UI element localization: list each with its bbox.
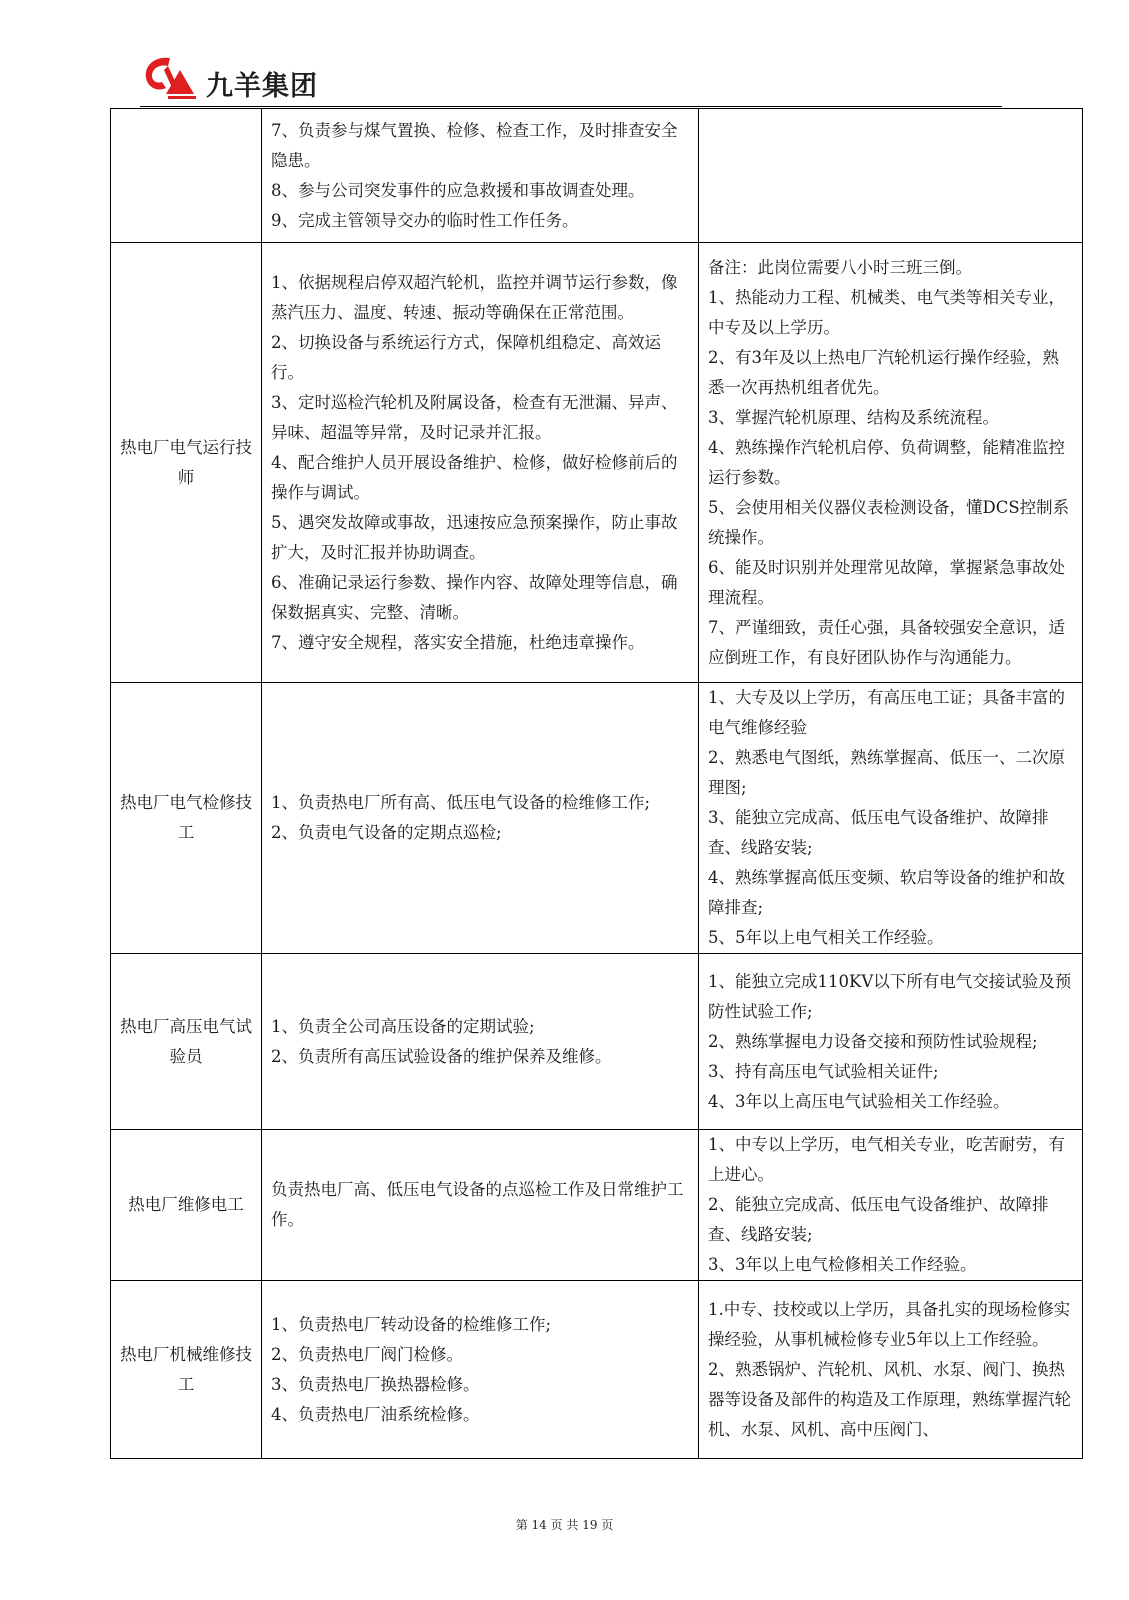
requirements-cell xyxy=(699,109,1083,243)
duty-item: 1、依据规程启停双超汽轮机，监控并调节运行参数，像蒸汽压力、温度、转速、振动等确保在正常范围。 xyxy=(271,272,678,322)
table-row xyxy=(111,683,1083,954)
requirement-item: 2、熟悉电气图纸，熟练掌握高、低压一、二次原理图; xyxy=(708,748,1065,797)
duty-item: 负责热电厂高、低压电气设备的点巡检工作及日常维护工作。 xyxy=(271,1180,684,1229)
duty-item: 2、负责所有高压试验设备的维护保养及维修。 xyxy=(271,1046,612,1066)
requirement-item: 1.中专、技校或以上学历，具备扎实的现场检修实操经验，从事机械检修专业5年以上工作经验。 xyxy=(708,1299,1071,1349)
requirement-item: 4、3年以上高压电气试验相关工作经验。 xyxy=(708,1091,1010,1111)
requirement-item: 备注：此岗位需要八小时三班三倒。 xyxy=(708,257,972,277)
position-cell: 热电厂高压电气试验员 xyxy=(111,954,262,1130)
requirement-item: 2、熟练掌握电力设备交接和预防性试验规程; xyxy=(708,1031,1038,1051)
job-table xyxy=(110,108,1083,1459)
header-divider xyxy=(140,106,1002,107)
duty-item: 2、切换设备与系统运行方式，保障机组稳定、高效运行。 xyxy=(271,332,661,382)
position-cell: 热电厂电气运行技师 xyxy=(111,243,262,683)
duties-cell xyxy=(262,954,699,1130)
requirement-item: 2、熟悉锅炉、汽轮机、风机、水泵、阀门、换热器等设备及部件的构造及工作原理，熟练掌握汽轮机、水泵、风机、高中压阀门、 xyxy=(708,1359,1071,1439)
requirement-item: 3、能独立完成高、低压电气设备维护、故障排查、线路安装; xyxy=(708,808,1049,857)
table-row xyxy=(111,243,1083,683)
company-name: 九羊集团 xyxy=(206,71,318,102)
requirement-item: 4、熟练操作汽轮机启停、负荷调整，能精准监控运行参数。 xyxy=(708,437,1065,487)
duty-item: 2、负责热电厂阀门检修。 xyxy=(271,1344,463,1364)
requirement-item: 5、5年以上电气相关工作经验。 xyxy=(708,928,944,947)
duties-cell xyxy=(262,243,699,683)
table-row xyxy=(111,1281,1083,1459)
duty-item: 9、完成主管领导交办的临时性工作任务。 xyxy=(271,210,579,230)
table-row xyxy=(111,109,1083,243)
duty-item: 6、准确记录运行参数、操作内容、故障处理等信息，确保数据真实、完整、清晰。 xyxy=(271,572,678,622)
duty-item: 8、参与公司突发事件的应急救援和事故调查处理。 xyxy=(271,180,645,200)
position-cell: 热电厂电气检修技工 xyxy=(111,683,262,954)
jiuyang-logo-icon xyxy=(140,52,202,102)
duties-cell xyxy=(262,109,699,243)
requirement-item: 3、持有高压电气试验相关证件; xyxy=(708,1061,939,1081)
duty-item: 4、负责热电厂油系统检修。 xyxy=(271,1404,480,1424)
requirement-item: 6、能及时识别并处理常见故障，掌握紧急事故处理流程。 xyxy=(708,557,1065,607)
requirement-item: 1、热能动力工程、机械类、电气类等相关专业，中专及以上学历。 xyxy=(708,287,1065,337)
requirements-cell xyxy=(699,1130,1083,1281)
requirement-item: 2、能独立完成高、低压电气设备维护、故障排查、线路安装; xyxy=(708,1195,1049,1244)
duty-item: 7、负责参与煤气置换、检修、检查工作，及时排查安全隐患。 xyxy=(271,120,678,170)
duty-item: 5、遇突发故障或事故，迅速按应急预案操作，防止事故扩大，及时汇报并协助调查。 xyxy=(271,512,678,562)
duty-item: 4、配合维护人员开展设备维护、检修，做好检修前后的操作与调试。 xyxy=(271,452,678,502)
duty-item: 3、负责热电厂换热器检修。 xyxy=(271,1374,480,1394)
requirement-item: 1、能独立完成110KV以下所有电气交接试验及预防性试验工作; xyxy=(708,971,1072,1021)
requirement-item: 2、有3年及以上热电厂汽轮机运行操作经验，熟悉一次再热机组者优先。 xyxy=(708,347,1059,397)
requirement-item: 5、会使用相关仪器仪表检测设备，懂DCS控制系统操作。 xyxy=(708,497,1070,547)
duty-item: 1、负责全公司高压设备的定期试验; xyxy=(271,1016,535,1036)
requirement-item: 4、熟练掌握高低压变频、软启等设备的维护和故障排查; xyxy=(708,868,1065,917)
position-cell: 热电厂维修电工 xyxy=(111,1130,262,1281)
duty-item: 1、负责热电厂所有高、低压电气设备的检维修工作; xyxy=(271,793,651,812)
requirement-item: 7、严谨细致，责任心强，具备较强安全意识，适应倒班工作，有良好团队协作与沟通能力。 xyxy=(708,617,1065,667)
requirements-cell xyxy=(699,954,1083,1130)
position-cell: 热电厂机械维修技工 xyxy=(111,1281,262,1459)
page-number: 第 14 页 共 19 页 xyxy=(515,1518,614,1532)
table-row xyxy=(111,1130,1083,1281)
requirements-cell xyxy=(699,683,1083,954)
requirement-item: 3、3年以上电气检修相关工作经验。 xyxy=(708,1255,977,1274)
requirement-item: 1、大专及以上学历，有高压电工证；具备丰富的电气维修经验 xyxy=(708,688,1065,737)
requirements-cell xyxy=(699,1281,1083,1459)
duty-item: 1、负责热电厂转动设备的检维修工作; xyxy=(271,1314,552,1334)
duty-item: 3、定时巡检汽轮机及附属设备，检查有无泄漏、异声、异味、超温等异常，及时记录并汇报。 xyxy=(271,392,678,442)
requirements-cell xyxy=(699,243,1083,683)
duty-item: 2、负责电气设备的定期点巡检; xyxy=(271,823,502,842)
duty-item: 7、遵守安全规程，落实安全措施，杜绝违章操作。 xyxy=(271,632,645,652)
duties-cell xyxy=(262,1281,699,1459)
table-row xyxy=(111,954,1083,1130)
requirement-item: 3、掌握汽轮机原理、结构及系统流程。 xyxy=(708,407,999,427)
page-header xyxy=(140,52,1002,106)
position-cell xyxy=(111,109,262,243)
duties-cell xyxy=(262,1130,699,1281)
requirement-item: 1、中专以上学历，电气相关专业，吃苦耐劳，有上进心。 xyxy=(708,1135,1065,1184)
duties-cell xyxy=(262,683,699,954)
